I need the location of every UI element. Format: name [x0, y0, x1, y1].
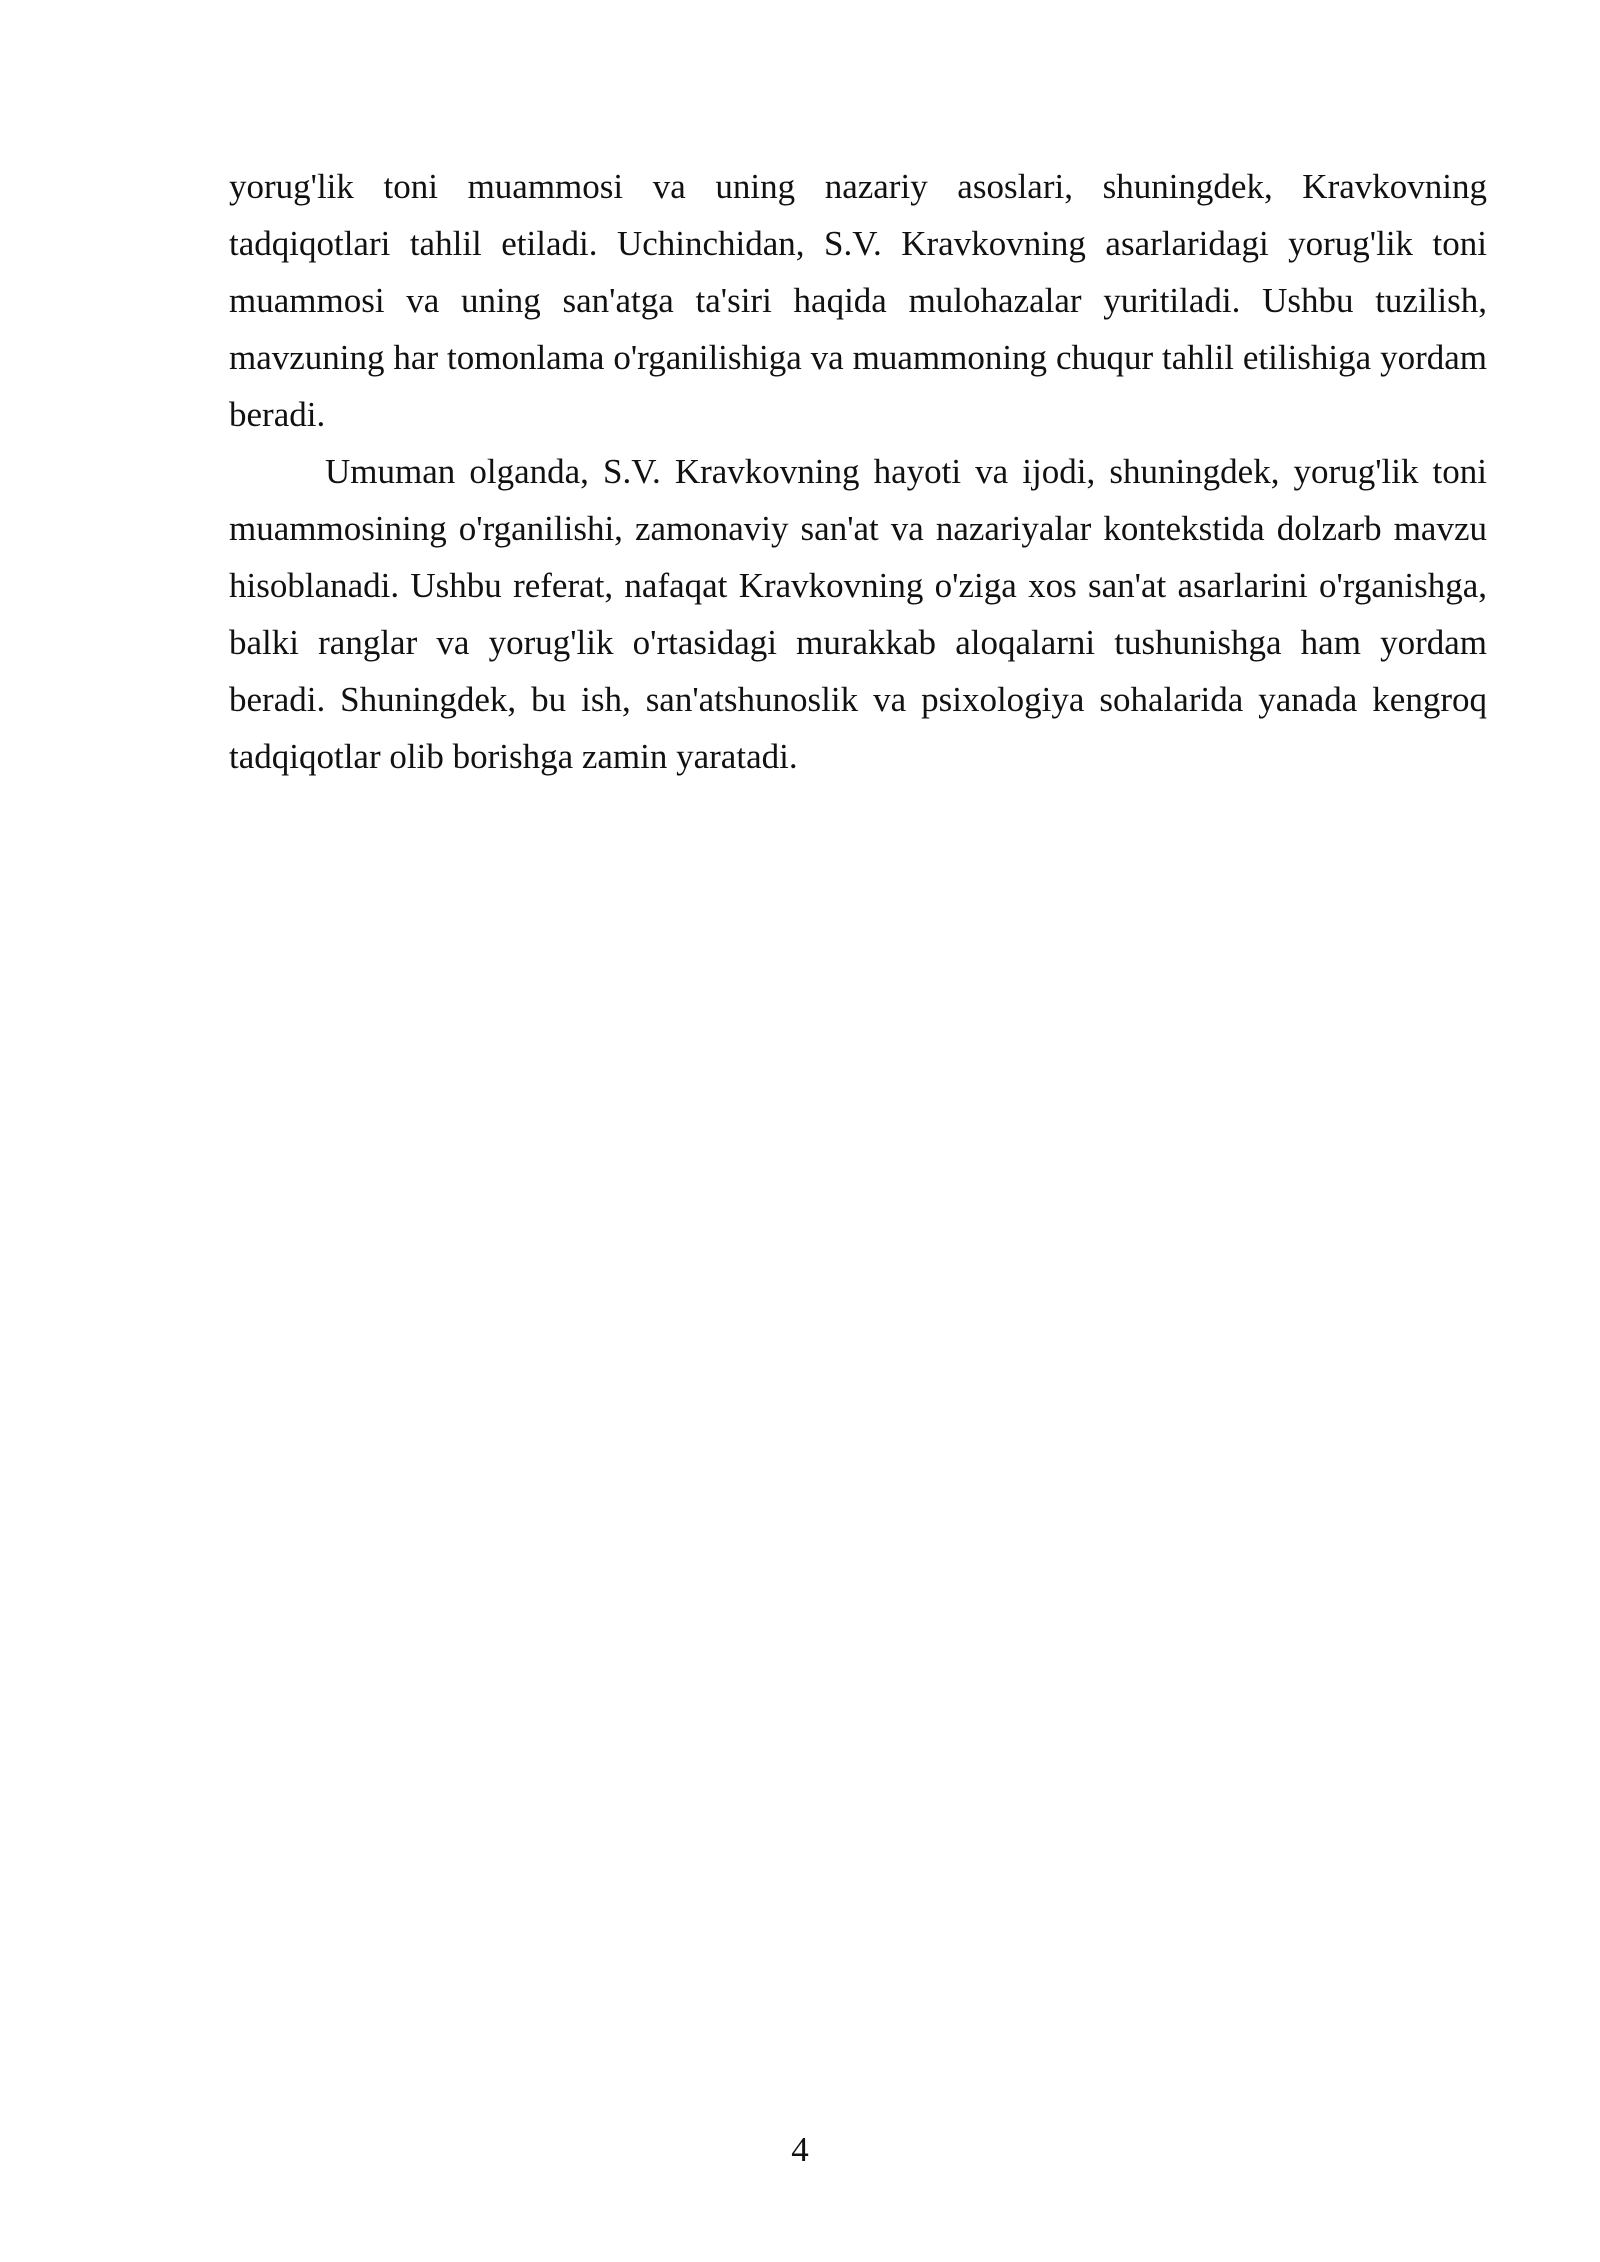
paragraph-conclusion: Umuman olganda, S.V. Kravkovning hayoti va ijodi, shuningdek, yorug'lik toni muammosining o'rganilishi, zamonaviy san'at va nazariyalar kontekstida dolzarb mavzu hisoblanadi. Ushbu referat, nafaqat Kravkovning o'ziga xos san'at asarlarini o'rganishga, balki ranglar va yorug'lik o'rtasidagi murakkab aloqalarni tushunishga ham yordam beradi. Shuningdek, bu ish, san'atshunoslik va psixologiya sohalarida yanada kengroq tadqiqotlar olib borishga zamin yaratadi.: [229, 452, 1487, 776]
paragraph-continuation: yorug'lik toni muammosi va uning nazariy asoslari, shuningdek, Kravkovning tadqiqotlari tahlil etiladi. Uchinchidan, S.V. Kravkovning asarlaridagi yorug'lik toni muammosi va uning san'atga ta'siri haqida mulohazalar yuritiladi. Ushbu tuzilish, mavzuning har tomonlama o'rganilishiga va muammoning chuqur tahlil etilishiga yordam beradi.: [229, 167, 1487, 434]
page-number: 4: [791, 2130, 809, 2169]
body-text: [229, 158, 1487, 785]
